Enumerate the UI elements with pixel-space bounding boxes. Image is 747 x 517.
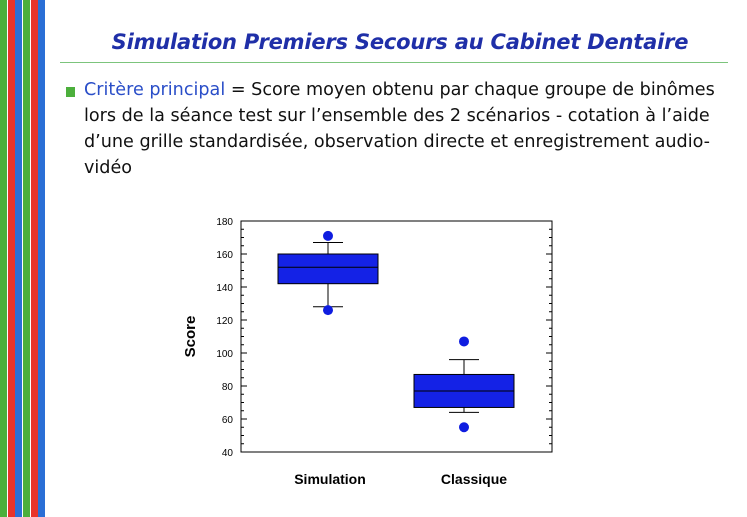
y-tick-label: 140 (216, 283, 233, 294)
y-tick-label: 160 (216, 250, 233, 261)
outlier-point (459, 422, 469, 432)
box-simulation (278, 231, 378, 315)
y-axis-label: Score (182, 315, 199, 358)
outlier-point (459, 336, 469, 346)
iqr-box (278, 254, 378, 284)
bullet-body: = Score moyen obtenu par chaque groupe de binômes lors de la séance test sur l’ensemble des 2 scénarios - cotation à l’aide d’une grille standardisée, observation directe et enregistrement audio-vidéo (84, 80, 715, 178)
y-tick-label: 60 (221, 415, 233, 426)
bullet-label: Critère principal (84, 80, 226, 100)
outlier-point (323, 231, 333, 241)
y-tick-label: 40 (221, 448, 233, 459)
slide-title: Simulation Premiers Secours au Cabinet Dentaire (111, 30, 689, 54)
outlier-point (323, 305, 333, 315)
y-tick-label: 120 (216, 316, 233, 327)
box-classique (414, 336, 514, 432)
y-tick-label: 80 (221, 382, 233, 393)
x-category-label: Classique (440, 471, 508, 487)
y-tick-label: 100 (216, 349, 233, 360)
x-category-label: Simulation (294, 471, 366, 487)
y-tick-label: 180 (216, 217, 233, 228)
